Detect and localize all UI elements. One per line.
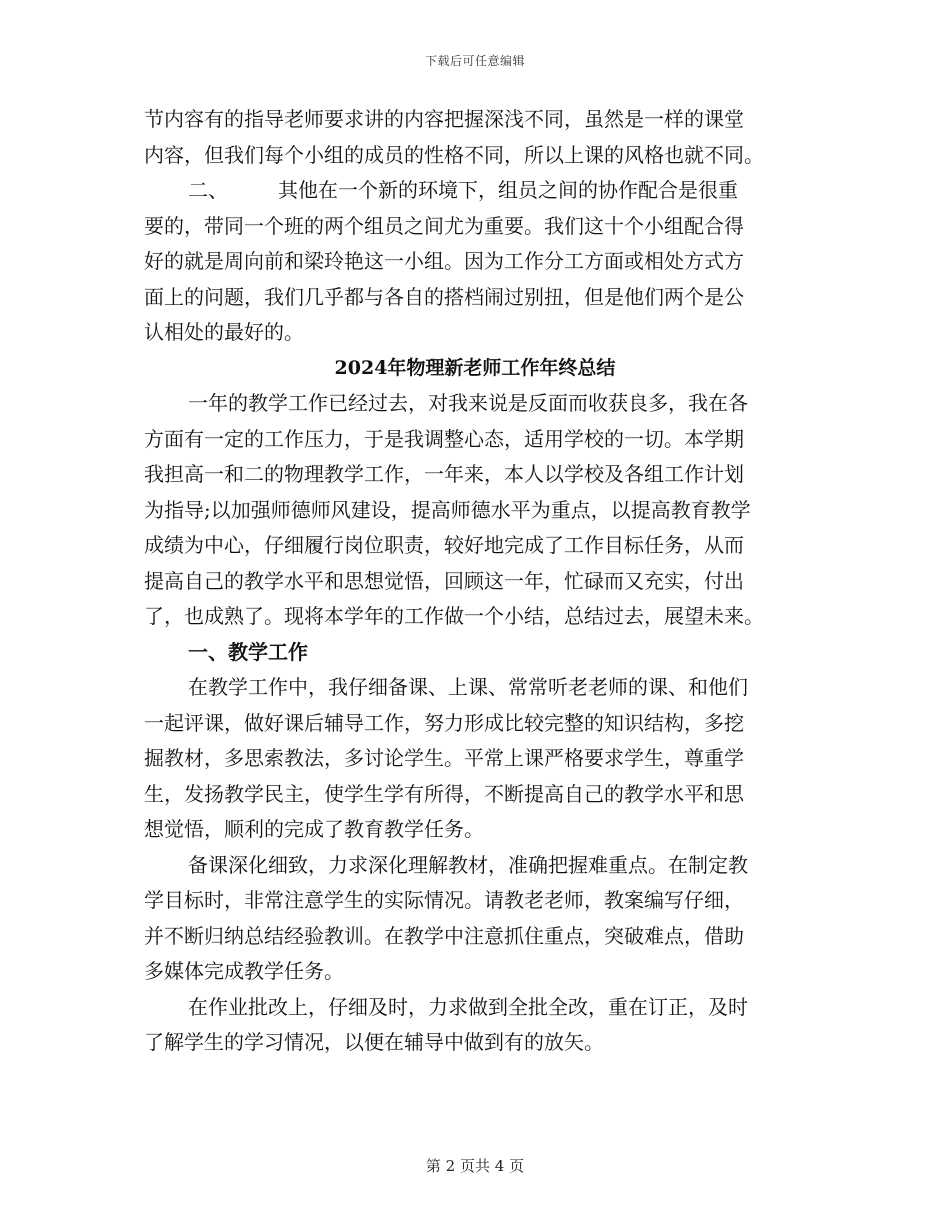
body-line: 多媒体完成教学任务。 — [144, 959, 344, 983]
body-line: 学目标时，非常注意学生的实际情况。请教老老师，教案编写仔细， — [144, 888, 744, 912]
body-line: 要的，带同一个班的两个组员之间尤为重要。我们这十个小组配合得 — [144, 213, 744, 238]
body-line: 为指导;以加强师德师风建设，提高师德水平为重点，以提高教育教学 — [144, 497, 751, 522]
body-line: 方面有一定的工作压力，于是我调整心态，适用学校的一切。本学期 — [144, 426, 744, 451]
body-line: 认相处的最好的。 — [144, 320, 304, 344]
body-line: 内容，但我们每个小组的成员的性格不同，所以上课的风格也就不同。 — [144, 142, 764, 167]
document-body — [144, 102, 806, 1061]
document-title: 2024年物理新老师工作年终总结 — [334, 356, 616, 379]
body-line: 成绩为中心，仔细履行岗位职责，较好地完成了工作目标任务，从而 — [144, 533, 744, 557]
body-line: 了解学生的学习情况，以便在辅导中做到有的放矢。 — [144, 1030, 604, 1054]
page-number: 第 2 页共 4 页 — [425, 1157, 525, 1175]
body-line: 想觉悟，顺利的完成了教育教学任务。 — [144, 817, 484, 841]
body-line: 我担高一和二的物理教学工作，一年来，本人以学校及各组工作计划 — [144, 462, 744, 486]
body-line: 生，发扬教学民主，使学生学有所得，不断提高自己的教学水平和思 — [144, 781, 744, 806]
body-line: 在教学工作中，我仔细备课、上课、常常听老老师的课、和他们 — [188, 675, 748, 699]
body-line: 提高自己的教学水平和思想觉悟，回顾这一年，忙碌而又充实，付出 — [144, 568, 744, 593]
body-line: 掘教材，多思索教法，多讨论学生。平常上课严格要求学生，尊重学 — [144, 746, 744, 770]
body-line: 二、 其他在一个新的环境下，组员之间的协作配合是很重 — [188, 178, 738, 202]
body-line: 一起评课，做好课后辅导工作，努力形成比较完整的知识结构，多挖 — [144, 710, 744, 735]
body-line: 面上的问题，我们几乎都与各自的搭档闹过别扭，但是他们两个是公 — [144, 284, 744, 309]
body-line: 并不断归纳总结经验教训。在教学中注意抓住重点，突破难点，借助 — [144, 923, 744, 948]
body-line: 在作业批改上，仔细及时，力求做到全批全改，重在订正，及时 — [188, 994, 748, 1019]
section-heading: 一、教学工作 — [188, 639, 308, 664]
body-line: 好的就是周向前和梁玲艳这一小组。因为工作分工方面或相处方式方 — [144, 249, 744, 273]
body-line: 备课深化细致，力求深化理解教材，准确把握难重点。在制定教 — [188, 852, 748, 877]
body-line: 节内容有的指导老师要求讲的内容把握深浅不同，虽然是一样的课堂 — [144, 107, 744, 131]
body-line: 了，也成熟了。现将本学年的工作做一个小结，总结过去，展望未来。 — [144, 604, 764, 628]
page-header-note: 下载后可任意编辑 — [424, 54, 525, 68]
body-line: 一年的教学工作已经过去，对我来说是反面而收获良多，我在各 — [188, 391, 748, 415]
